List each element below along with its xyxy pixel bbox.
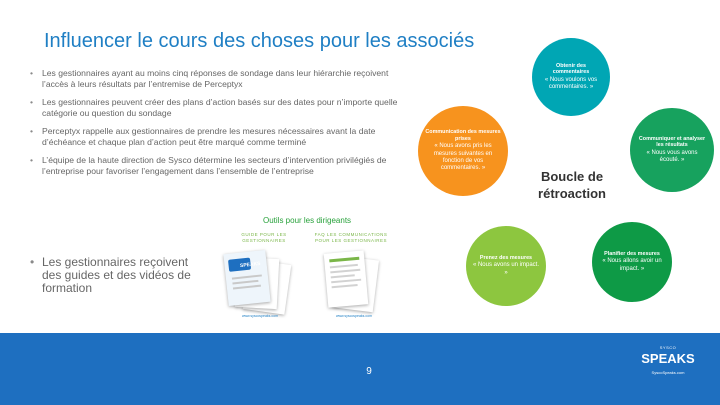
node-quote: « Nous voulons vos commentaires. »	[544, 76, 598, 90]
guide-cover-logo: SPEAKS	[239, 260, 261, 270]
tools-heading: Outils pour les dirigeants	[263, 216, 352, 225]
cycle-node-take-action	[466, 226, 546, 306]
page-number: 9	[366, 366, 372, 377]
node-heading: Communiquer et analyser les résultats	[638, 135, 706, 149]
cycle-node-plan-actions	[592, 222, 672, 302]
bullet-item: • Les gestionnaires peuvent créer des plans d’action basés sur des dates pour n’importe quelle catégorie ou question du sondage	[30, 97, 400, 118]
cycle-node-obtain-feedback	[532, 38, 610, 116]
node-heading: Communication des mesures prises	[425, 129, 501, 142]
bullet-item: • Les gestionnaires ayant au moins cinq réponses de sondage dans leur hiérarchie reçoivent l’accès à leurs résultats par l’entremise de Perceptyx	[30, 68, 400, 89]
node-heading: Planifier des mesures	[604, 250, 660, 257]
node-quote: « Nous avons un impact. »	[472, 262, 540, 276]
faq-cover	[324, 250, 369, 307]
speaks-doc-icon	[223, 250, 270, 306]
faq-lines-icon	[324, 250, 369, 307]
faq-label: FAQ LES COMMUNICATIONS POUR LES GESTIONNAIRES	[314, 232, 388, 243]
logo-url: SyscoSpeaks.com	[651, 370, 685, 375]
node-quote: « Nous vous avons écouté. »	[646, 149, 698, 163]
bullet-item: • L’équipe de la haute direction de Sysco détermine les secteurs d’intervention privilégiés de l’entreprise pour favoriser l’engagement dans l’ensemble de l’entreprise	[30, 155, 400, 176]
bullet-list	[30, 68, 400, 184]
node-heading: Prenez des mesures	[479, 254, 533, 261]
node-quote: « Nous avons pris les mesures suivantes en fonction de vos commentaires. »	[433, 143, 493, 172]
sysco-speaks-logo	[638, 345, 698, 395]
slide-title: Influencer le cours des choses pour les associés	[44, 30, 475, 52]
bullet-item: • Perceptyx rappelle aux gestionnaires de prendre les mesures nécessaires avant la date d’échéance et chaque plan d’action peut être marqué comme terminé	[30, 126, 400, 147]
cycle-node-communicate-results	[630, 108, 714, 192]
faq-link[interactable]: www.syscospeaks.com	[336, 314, 372, 318]
node-heading: Obtenir des commentaires	[552, 62, 590, 76]
cycle-node-communicate-actions	[418, 106, 508, 196]
guide-cover	[223, 250, 270, 306]
node-quote: « Nous allons avoir un impact. »	[602, 258, 662, 272]
logo-main-text: SPEAKS	[641, 351, 695, 366]
training-bullet: • Les gestionnaires reçoivent des guides et des vidéos de formation	[30, 256, 210, 295]
feedback-loop-label: Boucle de rétroaction	[538, 169, 606, 201]
guide-label: GUIDE POUR LES GESTIONNAIRES	[241, 232, 287, 243]
guide-link[interactable]: www.syscospeaks.com	[242, 314, 278, 318]
logo-top-text: SYSCO	[659, 345, 677, 350]
